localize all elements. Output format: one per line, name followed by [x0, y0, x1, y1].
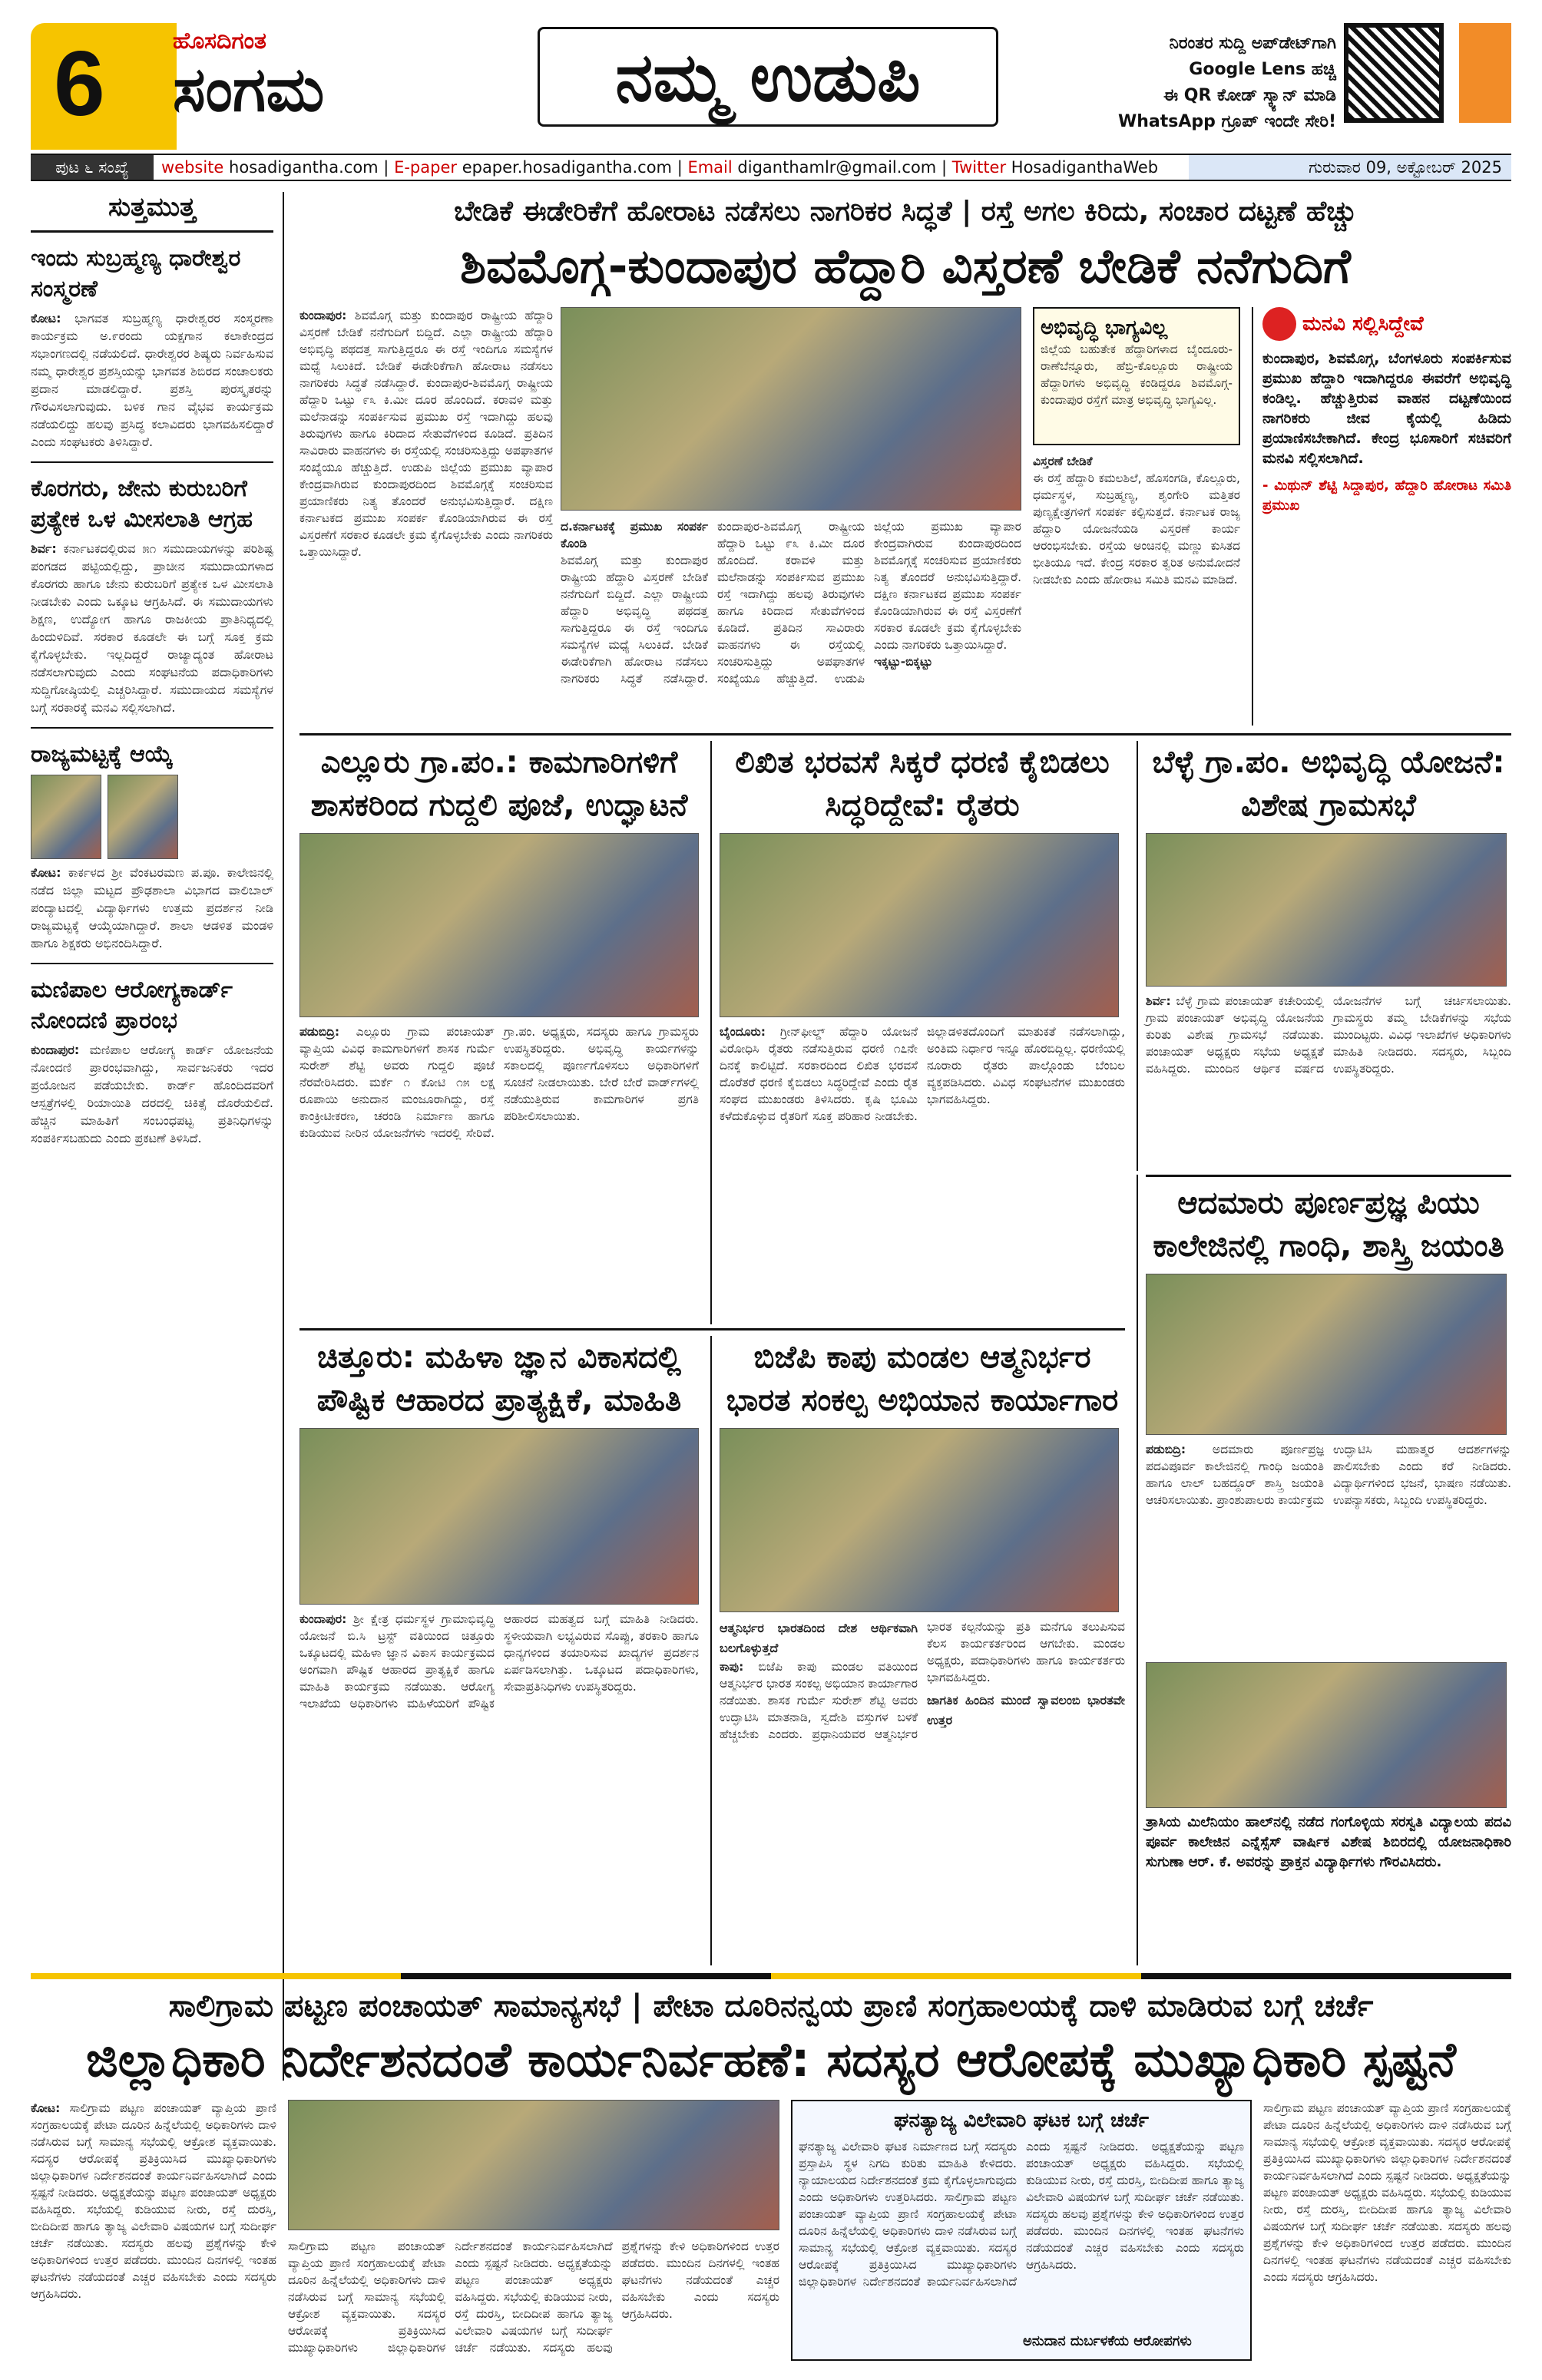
divider [1146, 1175, 1511, 1177]
quote-headline: ಮನವಿ ಸಲ್ಲಿಸಿದ್ದೇವೆ [1302, 312, 1424, 336]
lead-kicker: ಬೇಡಿಕೆ ಈಡೇರಿಕೆಗೆ ಹೋರಾಟ ನಡೆಸಲು ನಾಗರಿಕರ ಸಿದ್ಧತೆ | ರಸ್ತೆ ಅಗಲ ಕಿರಿದು, ಸಂಚಾರ ದಟ್ಟಣೆ ಹೆಚ್ಚು [454, 196, 1357, 227]
dateline: ಕೋಟ: [31, 865, 61, 880]
decorative-bar [1459, 23, 1511, 123]
story-headline: ಇಂದು ಸುಬ್ರಹ್ಮಣ್ಯ ಧಾರೇಶ್ವರ ಸಂಸ್ಮರಣೆ [31, 245, 241, 302]
masthead [31, 23, 1511, 150]
story-body [1146, 1441, 1511, 1656]
divider [299, 1328, 1125, 1330]
story-text: ಅದಮಾರು ಪೂರ್ಣಪ್ರಜ್ಞ ಪದವಿಪೂರ್ವ ಕಾಲೇಜಿನಲ್ಲಿ ಗಾಂಧಿ ಜಯಂತಿ ಹಾಗೂ ಲಾಲ್ ಬಹದ್ದೂರ್ ಶಾಸ್ತ್ರಿ ಜಯಂತಿ ಆಚರಿಸಲಾಯಿತು. ಪ್ರಾಂಶುಪಾಲರು ಕಾರ್ಯಕ್ರಮ ಉದ್ಘಾಟಿಸಿ ಮಹಾತ್ಮರ ಆದರ್ಶಗಳನ್ನು ಪಾಲಿಸಬೇಕು ಎಂದು ಕರೆ ನೀಡಿದರು. ವಿದ್ಯಾರ್ಥಿಗಳಿಂದ ಭಜನೆ, ಭಾಷಣ ನಡೆಯಿತು. ಉಪನ್ಯಾಸಕರು, ಸಿಬ್ಬಂದಿ ಉಪಸ್ಥಿತರಿದ್ದರು. [1146, 1443, 1511, 1507]
lead-body-2 [561, 518, 1021, 726]
website-link[interactable]: hosadigantha.com [229, 158, 379, 177]
lead-text: ಶಿವಮೊಗ್ಗ ಮತ್ತು ಕುಂದಾಪುರ ರಾಷ್ಟ್ರೀಯ ಹೆದ್ದಾರಿ ವಿಸ್ತರಣೆ ಬೇಡಿಕೆ ನನೆಗುದಿಗೆ ಬಿದ್ದಿದೆ. ಎಲ್ಲಾ ರಾಷ್ಟ್ರೀಯ ಹೆದ್ದಾರಿ ಅಭಿವೃದ್ಧಿ ಪಥದತ್ತ ಸಾಗುತ್ತಿದ್ದರೂ ಈ ರಸ್ತೆ ಇಂದಿಗೂ ಸಮಸ್ಯೆಗಳ ಮಧ್ಯೆ ಸಿಲುಕಿದೆ. ಬೇಡಿಕೆ ಈಡೇರಿಕೆಗಾಗಿ ಹೋರಾಟ ನಡೆಸಲು ನಾಗರಿಕರು ಸಿದ್ಧತೆ ನಡೆಸಿದ್ದಾರೆ. ಕುಂದಾಪುರ-ಶಿವಮೊಗ್ಗ ರಾಷ್ಟ್ರೀಯ ಹೆದ್ದಾರಿ ಒಟ್ಟು ೯೩ ಕಿ.ಮೀ ದೂರ ಹೊಂದಿದೆ. ಕರಾವಳಿ ಮತ್ತು ಮಲೆನಾಡನ್ನು ಸಂಪರ್ಕಿಸುವ ಪ್ರಮುಖ ರಸ್ತೆ ಇದಾಗಿದ್ದು ಹಲವು ತಿರುವುಗಳು ಹಾಗೂ ಕಿರಿದಾದ ಸೇತುವೆಗಳಿಂದ ಕೂಡಿದೆ. ಪ್ರತಿದಿನ ಸಾವಿರಾರು ವಾಹನಗಳು ಈ ರಸ್ತೆಯಲ್ಲಿ ಸಂಚರಿಸುತ್ತಿದ್ದು ಅಪಘಾತಗಳ ಸಂಖ್ಯೆಯೂ ಹೆಚ್ಚುತ್ತಿದೆ. ಉಡುಪಿ ಜಿಲ್ಲೆಯ ಪ್ರಮುಖ ವ್ಯಾಪಾರ ಕೇಂದ್ರವಾಗಿರುವ ಕುಂದಾಪುರದಿಂದ ಶಿವಮೊಗ್ಗಕ್ಕೆ ಸಂಚರಿಸುವ ಪ್ರಯಾಣಿಕರು ನಿತ್ಯ ತೊಂದರೆ ಅನುಭವಿಸುತ್ತಿದ್ದಾರೆ. ದಕ್ಷಿಣ ಕರ್ನಾಟಕದ ಪ್ರಮುಖ ಸಂಪರ್ಕ ಕೊಂಡಿಯಾಗಿರುವ ಈ ರಸ್ತೆ ವಿಸ್ತರಣೆಗೆ ಸರಕಾರ ಕೂಡಲೇ ಕ್ರಮ ಕೈಗೊಳ್ಳಬೇಕು ಎಂದು ನಾಗರಿಕರು ಒತ್ತಾಯಿಸಿದ್ದಾರೆ. [561, 520, 1021, 686]
story-text: ಸಾಲಿಗ್ರಾಮ ಪಟ್ಟಣ ಪಂಚಾಯತ್ ವ್ಯಾಪ್ತಿಯ ಪ್ರಾಣಿ ಸಂಗ್ರಹಾಲಯಕ್ಕೆ ಪೇಟಾ ದೂರಿನ ಹಿನ್ನೆಲೆಯಲ್ಲಿ ಅಧಿಕಾರಿಗಳು ದಾಳಿ ನಡೆಸಿರುವ ಬಗ್ಗೆ ಸಾಮಾನ್ಯ ಸಭೆಯಲ್ಲಿ ಆಕ್ರೋಶ ವ್ಯಕ್ತವಾಯಿತು. ಸದಸ್ಯರ ಆರೋಪಕ್ಕೆ ಪ್ರತಿಕ್ರಿಯಿಸಿದ ಮುಖ್ಯಾಧಿಕಾರಿಗಳು ಜಿಲ್ಲಾಧಿಕಾರಿಗಳ ನಿರ್ದೇಶನದಂತೆ ಕಾರ್ಯನಿರ್ವಹಿಸಲಾಗಿದೆ ಎಂದು ಸ್ಪಷ್ಟನೆ ನೀಡಿದರು. ಅಧ್ಯಕ್ಷತೆಯನ್ನು ಪಟ್ಟಣ ಪಂಚಾಯತ್ ಅಧ್ಯಕ್ಷರು ವಹಿಸಿದ್ದರು. ಸಭೆಯಲ್ಲಿ ಕುಡಿಯುವ ನೀರು, ರಸ್ತೆ ದುರಸ್ತಿ, ಬೀದಿದೀಪ ಹಾಗೂ ತ್ಯಾಜ್ಯ ವಿಲೇವಾರಿ ವಿಷಯಗಳ ಬಗ್ಗೆ ಸುದೀರ್ಘ ಚರ್ಚೆ ನಡೆಯಿತು. ಸದಸ್ಯರು ಹಲವು ಪ್ರಶ್ನೆಗಳನ್ನು ಕೇಳಿ ಅಧಿಕಾರಿಗಳಿಂದ ಉತ್ತರ ಪಡೆದರು. ಮುಂದಿನ ದಿನಗಳಲ್ಲಿ ಇಂತಹ ಘಟನೆಗಳು ನಡೆಯದಂತೆ ಎಚ್ಚರ ವಹಿಸಬೇಕು ಎಂದು ಸದಸ್ಯರು ಆಗ್ರಹಿಸಿದರು. [799, 2140, 1244, 2289]
lead-body [299, 307, 553, 726]
story-headline: ಬೆಳ್ಳೆ ಗ್ರಾ.ಪಂ. ಅಭಿವೃದ್ಧಿ ಯೋಜನೆ: ವಿಶೇಷ ಗ್ರಾಮಸಭೆ [1152, 745, 1505, 823]
story-text: ಮಣಿಪಾಲ ಆರೋಗ್ಯ ಕಾರ್ಡ್ ಯೋಜನೆಯ ನೋಂದಣಿ ಪ್ರಾರಂಭವಾಗಿದ್ದು, ಸಾರ್ವಜನಿಕರು ಇದರ ಪ್ರಯೋಜನ ಪಡೆಯಬೇಕು. ಕಾರ್ಡ್ ಹೊಂದಿದವರಿಗೆ ಆಸ್ಪತ್ರೆಗಳಲ್ಲಿ ರಿಯಾಯಿತಿ ದರದಲ್ಲಿ ಚಿಕಿತ್ಸೆ ದೊರೆಯಲಿದೆ. ಹೆಚ್ಚಿನ ಮಾಹಿತಿಗೆ ಸಂಬಂಧಪಟ್ಟ ಪ್ರತಿನಿಧಿಗಳನ್ನು ಸಂಪರ್ಕಿಸಬಹುದು ಎಂದು ಪ್ರಕಟಣೆ ತಿಳಿಸಿದೆ. [31, 1043, 273, 1145]
decorative-stripe [31, 1973, 1511, 1979]
bottom-body-3 [1263, 2100, 1511, 2361]
dateline: ಕಾಪು: [720, 1660, 744, 1674]
story-adamaru [1137, 1175, 1511, 1965]
student-photo [31, 775, 101, 859]
meeting-photo [288, 2100, 779, 2230]
story-headline: ಮಣಿಪಾಲ ಆರೋಗ್ಯಕಾರ್ಡ್ ನೋಂದಣಿ ಪ್ರಾರಂಭ [31, 977, 233, 1034]
quote-credit: - ಮಿಥುನ್ ಶೆಟ್ಟಿ ಸಿದ್ದಾಪುರ, ಹೆದ್ದಾರಿ ಹೋರಾಟ ಸಮಿತಿ ಪ್ರಮುಖ [1262, 478, 1511, 514]
section-title-box [538, 27, 998, 127]
email-link[interactable]: diganthamlr@gmail.com [737, 158, 937, 177]
story-headline: ಎಲ್ಲೂರು ಗ್ರಾ.ಪಂ.: ಕಾಮಗಾರಿಗಳಿಗೆ ಶಾಸಕರಿಂದ ಗುದ್ದಲಿ ಪೂಜೆ, ಉದ್ಘಾಟನೆ [310, 745, 688, 823]
story-text: ಕರ್ನಾಟಕದಲ್ಲಿರುವ ೫೧ ಸಮುದಾಯಗಳನ್ನು ಪರಿಶಿಷ್ಟ ಪಂಗಡದ ಪಟ್ಟಿಯಲ್ಲಿದ್ದು, ಪ್ರಾಚೀನ ಸಮುದಾಯಗಳಾದ ಕೊರಗರು ಹಾಗೂ ಜೇನು ಕುರುಬರಿಗೆ ಪ್ರತ್ಯೇಕ ಒಳ ಮೀಸಲಾತಿ ನೀಡಬೇಕು ಎಂದು ಒಕ್ಕೂಟ ಆಗ್ರಹಿಸಿದೆ. ಈ ಸಮುದಾಯಗಳು ಶಿಕ್ಷಣ, ಉದ್ಯೋಗ ಹಾಗೂ ರಾಜಕೀಯ ಪ್ರಾತಿನಿಧ್ಯದಲ್ಲಿ ಹಿಂದುಳಿದಿವೆ. ಸರಕಾರ ಕೂಡಲೇ ಈ ಬಗ್ಗೆ ಸೂಕ್ತ ಕ್ರಮ ಕೈಗೊಳ್ಳಬೇಕು. ಇಲ್ಲದಿದ್ದರೆ ರಾಜ್ಯಾದ್ಯಂತ ಹೋರಾಟ ನಡೆಸಲಾಗುವುದು ಎಂದು ಸಂಘಟನೆಯ ಪದಾಧಿಕಾರಿಗಳು ಸುದ್ದಿಗೋಷ್ಠಿಯಲ್ಲಿ ಎಚ್ಚರಿಸಿದ್ದಾರೆ. ಸಮುದಾಯದ ಸಮಸ್ಯೆಗಳ ಬಗ್ಗೆ ಸರಕಾರಕ್ಕೆ ಮನವಿ ಸಲ್ಲಿಸಲಾಗಿದೆ. [31, 541, 273, 715]
divider [31, 963, 273, 964]
box-headline: ಅಭಿವೃದ್ಧಿ ಭಾಗ್ಯವಿಲ್ಲ [1041, 316, 1168, 339]
story-chittur [299, 1336, 699, 1965]
page-number-badge [31, 23, 177, 150]
dateline: ಕುಂದಾಪುರ: [31, 1043, 80, 1057]
dateline: ಶಿರ್ವ: [1146, 994, 1171, 1008]
left-column [31, 192, 284, 2081]
box-footer-head: ಅನುದಾನ ದುರ್ಬಳಕೆಯ ಆರೋಪಗಳು [1023, 2333, 1192, 2349]
subhead: ದ.ಕರ್ನಾಟಕಕ್ಕೆ ಪ್ರಮುಖ ಸಂಪರ್ಕ ಕೊಂಡಿ [561, 520, 708, 550]
story-body [1146, 993, 1511, 1077]
story-photo [299, 833, 699, 1017]
lead-headline: ಶಿವಮೊಗ್ಗ-ಕುಂದಾಪುರ ಹೆದ್ದಾರಿ ವಿಸ್ತರಣೆ ಬೇಡಿಕೆ ನನೆಗುದಿಗೆ [460, 238, 1351, 294]
nss-photo [1146, 1662, 1507, 1808]
story-body [720, 1023, 1125, 1125]
box-text-body: ಘನತ್ಯಾಜ್ಯ ವಿಲೇವಾರಿ ಘಟಕ ನಿರ್ಮಾಣದ ಬಗ್ಗೆ ಸದಸ್ಯರು ಪ್ರಸ್ತಾಪಿಸಿ ಸ್ಥಳ ನಿಗದಿ ಕುರಿತು ಮಾಹಿತಿ ಕೇಳಿದರು. ನ್ಯಾಯಾಲಯದ ನಿರ್ದೇಶನದಂತೆ ಕ್ರಮ ಕೈಗೊಳ್ಳಲಾಗುವುದು ಎಂದು ಅಧಿಕಾರಿಗಳು ಉತ್ತರಿಸಿದರು. [799, 2140, 1017, 2204]
dateline: ಕೋಟ: [31, 2101, 61, 2115]
story-photo [299, 1428, 699, 1605]
quote-header [1262, 307, 1511, 341]
qr-promo-line: Google Lens ಹಚ್ಚಿ [1189, 60, 1336, 79]
vodafone-logo-icon [1262, 307, 1296, 341]
story-text: ಸಾಲಿಗ್ರಾಮ ಪಟ್ಟಣ ಪಂಚಾಯತ್ ವ್ಯಾಪ್ತಿಯ ಪ್ರಾಣಿ ಸಂಗ್ರಹಾಲಯಕ್ಕೆ ಪೇಟಾ ದೂರಿನ ಹಿನ್ನೆಲೆಯಲ್ಲಿ ಅಧಿಕಾರಿಗಳು ದಾಳಿ ನಡೆಸಿರುವ ಬಗ್ಗೆ ಸಾಮಾನ್ಯ ಸಭೆಯಲ್ಲಿ ಆಕ್ರೋಶ ವ್ಯಕ್ತವಾಯಿತು. ಸದಸ್ಯರ ಆರೋಪಕ್ಕೆ ಪ್ರತಿಕ್ರಿಯಿಸಿದ ಮುಖ್ಯಾಧಿಕಾರಿಗಳು ಜಿಲ್ಲಾಧಿಕಾರಿಗಳ ನಿರ್ದೇಶನದಂತೆ ಕಾರ್ಯನಿರ್ವಹಿಸಲಾಗಿದೆ ಎಂದು ಸ್ಪಷ್ಟನೆ ನೀಡಿದರು. ಅಧ್ಯಕ್ಷತೆಯನ್ನು ಪಟ್ಟಣ ಪಂಚಾಯತ್ ಅಧ್ಯಕ್ಷರು ವಹಿಸಿದ್ದರು. ಸಭೆಯಲ್ಲಿ ಕುಡಿಯುವ ನೀರು, ರಸ್ತೆ ದುರಸ್ತಿ, ಬೀದಿದೀಪ ಹಾಗೂ ತ್ಯಾಜ್ಯ ವಿಲೇವಾರಿ ವಿಷಯಗಳ ಬಗ್ಗೆ ಸುದೀರ್ಘ ಚರ್ಚೆ ನಡೆಯಿತು. ಸದಸ್ಯರು ಹಲವು ಪ್ರಶ್ನೆಗಳನ್ನು ಕೇಳಿ ಅಧಿಕಾರಿಗಳಿಂದ ಉತ್ತರ ಪಡೆದರು. ಮುಂದಿನ ದಿನಗಳಲ್ಲಿ ಇಂತಹ ಘಟನೆಗಳು ನಡೆಯದಂತೆ ಎಚ್ಚರ ವಹಿಸಬೇಕು ಎಂದು ಸದಸ್ಯರು ಆಗ್ರಹಿಸಿದರು. [288, 2240, 779, 2355]
section-title: ನಮ್ಮ ಉಡುಪಿ [615, 38, 921, 117]
divider [31, 727, 273, 729]
story-headline: ಚಿತ್ತೂರು: ಮಹಿಳಾ ಜ್ಞಾನ ವಿಕಾಸದಲ್ಲಿ ಪೌಷ್ಟಿಕ ಆಹಾರದ ಪ್ರಾತ್ಯಕ್ಷಿಕೆ, ಮಾಹಿತಿ [316, 1340, 682, 1418]
dateline: ಬೈಂದೂರು: [720, 1025, 766, 1039]
website-key: website [161, 158, 224, 177]
lead-text: ಶಿವಮೊಗ್ಗ ಮತ್ತು ಕುಂದಾಪುರ ರಾಷ್ಟ್ರೀಯ ಹೆದ್ದಾರಿ ವಿಸ್ತರಣೆ ಬೇಡಿಕೆ ನನೆಗುದಿಗೆ ಬಿದ್ದಿದೆ. ಎಲ್ಲಾ ರಾಷ್ಟ್ರೀಯ ಹೆದ್ದಾರಿ ಅಭಿವೃದ್ಧಿ ಪಥದತ್ತ ಸಾಗುತ್ತಿದ್ದರೂ ಈ ರಸ್ತೆ ಇಂದಿಗೂ ಸಮಸ್ಯೆಗಳ ಮಧ್ಯೆ ಸಿಲುಕಿದೆ. ಬೇಡಿಕೆ ಈಡೇರಿಕೆಗಾಗಿ ಹೋರಾಟ ನಡೆಸಲು ನಾಗರಿಕರು ಸಿದ್ಧತೆ ನಡೆಸಿದ್ದಾರೆ. ಕುಂದಾಪುರ-ಶಿವಮೊಗ್ಗ ರಾಷ್ಟ್ರೀಯ ಹೆದ್ದಾರಿ ಒಟ್ಟು ೯೩ ಕಿ.ಮೀ ದೂರ ಹೊಂದಿದೆ. ಕರಾವಳಿ ಮತ್ತು ಮಲೆನಾಡನ್ನು ಸಂಪರ್ಕಿಸುವ ಪ್ರಮುಖ ರಸ್ತೆ ಇದಾಗಿದ್ದು ಹಲವು ತಿರುವುಗಳು ಹಾಗೂ ಕಿರಿದಾದ ಸೇತುವೆಗಳಿಂದ ಕೂಡಿದೆ. ಪ್ರತಿದಿನ ಸಾವಿರಾರು ವಾಹನಗಳು ಈ ರಸ್ತೆಯಲ್ಲಿ ಸಂಚರಿಸುತ್ತಿದ್ದು ಅಪಘಾತಗಳ ಸಂಖ್ಯೆಯೂ ಹೆಚ್ಚುತ್ತಿದೆ. ಉಡುಪಿ ಜಿಲ್ಲೆಯ ಪ್ರಮುಖ ವ್ಯಾಪಾರ ಕೇಂದ್ರವಾಗಿರುವ ಕುಂದಾಪುರದಿಂದ ಶಿವಮೊಗ್ಗಕ್ಕೆ ಸಂಚರಿಸುವ ಪ್ರಯಾಣಿಕರು ನಿತ್ಯ ತೊಂದರೆ ಅನುಭವಿಸುತ್ತಿದ್ದಾರೆ. ದಕ್ಷಿಣ ಕರ್ನಾಟಕದ ಪ್ರಮುಖ ಸಂಪರ್ಕ ಕೊಂಡಿಯಾಗಿರುವ ಈ ರಸ್ತೆ ವಿಸ್ತರಣೆಗೆ ಸರಕಾರ ಕೂಡಲೇ ಕ್ರಮ ಕೈಗೊಳ್ಳಬೇಕು ಎಂದು ನಾಗರಿಕರು ಒತ್ತಾಯಿಸಿದ್ದಾರೆ. [299, 309, 553, 559]
story-belle [1137, 741, 1511, 1171]
dateline: ಪಡುಬಿದ್ರಿ: [299, 1025, 340, 1039]
bottom-story [31, 1985, 1511, 2368]
bottom-headline: ಜಿಲ್ಲಾಧಿಕಾರಿ ನಿರ್ದೇಶನದಂತೆ ಕಾರ್ಯನಿರ್ವಹಣೆ: ಸದಸ್ಯರ ಆರೋಪಕ್ಕೆ ಮುಖ್ಯಾಧಿಕಾರಿ ಸ್ಪಷ್ಟನೆ [85, 2031, 1457, 2087]
photo-caption: ತ್ರಾಸಿಯ ಮಿಲೆನಿಯಂ ಹಾಲ್‌ನಲ್ಲಿ ನಡೆದ ಗಂಗೊಳ್ಳಿಯ ಸರಸ್ವತಿ ವಿದ್ಯಾಲಯ ಪದವಿ ಪೂರ್ವ ಕಾಲೇಜಿನ ಎನ್ನೆಸ್ಸೆಸ್ ವಾರ್ಷಿಕ ವಿಶೇಷ ಶಿಬಿರದಲ್ಲಿ ಯೋಜನಾಧಿಕಾರಿ ಸುಗುಣಾ ಆರ್. ಕೆ. ಅವರನ್ನು ಪ್ರಾಕ್ತನ ವಿದ್ಯಾರ್ಥಿಗಳು ಗೌರವಿಸಿದರು. [1146, 1814, 1511, 1870]
qr-promo-text [1029, 31, 1336, 135]
dateline: ಶಿರ್ವ: [31, 541, 57, 556]
contact-links: website hosadigantha.com | E-paper epaper.hosadigantha.com | Email diganthamlr@gmail.com | Twitter HosadiganthaWeb [161, 158, 1159, 177]
story-text: ಎಲ್ಲೂರು ಗ್ರಾಮ ಪಂಚಾಯತ್ ವ್ಯಾಪ್ತಿಯ ವಿವಿಧ ಕಾಮಗಾರಿಗಳಿಗೆ ಶಾಸಕ ಗುರ್ಮೆ ಸುರೇಶ್ ಶೆಟ್ಟಿ ಅವರು ಗುದ್ದಲಿ ಪೂಜೆ ನೆರವೇರಿಸಿದರು. ಮರ್ಕೆ ೧ ಕೋಟಿ ೧೫ ಲಕ್ಷ ರೂಪಾಯಿ ಅನುದಾನ ಮಂಜೂರಾಗಿದ್ದು, ರಸ್ತೆ ಕಾಂಕ್ರೀಟೀಕರಣ, ಚರಂಡಿ ನಿರ್ಮಾಣ ಹಾಗೂ ಕುಡಿಯುವ ನೀರಿನ ಯೋಜನೆಗಳು ಇದರಲ್ಲಿ ಸೇರಿವೆ. ಗ್ರಾ.ಪಂ. ಅಧ್ಯಕ್ಷರು, ಸದಸ್ಯರು ಹಾಗೂ ಗ್ರಾಮಸ್ಥರು ಉಪಸ್ಥಿತರಿದ್ದರು. ಅಭಿವೃದ್ಧಿ ಕಾರ್ಯಗಳನ್ನು ಸಕಾಲದಲ್ಲಿ ಪೂರ್ಣಗೊಳಿಸಲು ಅಧಿಕಾರಿಗಳಿಗೆ ಸೂಚನೆ ನೀಡಲಾಯಿತು. ಬೇರೆ ಬೇರೆ ವಾರ್ಡ್‌ಗಳಲ್ಲಿ ನಡೆಯುತ್ತಿರುವ ಕಾಮಗಾರಿಗಳ ಪ್ರಗತಿ ಪರಿಶೀಲಿಸಲಾಯಿತು. [299, 1025, 699, 1140]
dateline: ಪಡುಬಿದ್ರಿ: [1146, 1443, 1186, 1456]
story-body [299, 1611, 699, 1712]
story-body [299, 1023, 699, 1142]
story-headline: ಬಿಜೆಪಿ ಕಾಪು ಮಂಡಲ ಆತ್ಮನಿರ್ಭರ ಭಾರತ ಸಂಕಲ್ಪ ಅಭಿಯಾನ ಕಾರ್ಯಾಗಾರ [726, 1340, 1119, 1418]
brand-name: ಸಂಗಮ [173, 54, 325, 125]
student-photo [108, 775, 178, 859]
lead-text-2: ಈ ರಸ್ತೆ ಹೆದ್ದಾರಿ ಕಮಲಶಿಲೆ, ಹೊಸಂಗಡಿ, ಕೊಲ್ಲೂರು, ಧರ್ಮಸ್ಥಳ, ಸುಬ್ರಹ್ಮಣ್ಯ, ಶೃಂಗೇರಿ ಮತ್ತಿತರ ಪುಣ್ಯಕ್ಷೇತ್ರಗಳಿಗೆ ಸಂಪರ್ಕ ಕಲ್ಪಿಸುತ್ತದೆ. ಕರ್ನಾಟಕ ರಾಜ್ಯ ಹೆದ್ದಾರಿ ಯೋಜನೆಯಡಿ ವಿಸ್ತರಣೆ ಕಾರ್ಯ ಆರಂಭಿಸಬೇಕು. ರಸ್ತೆಯ ಅಂಚಿನಲ್ಲಿ ಮಣ್ಣು ಕುಸಿತದ ಭೀತಿಯೂ ಇದೆ. ಕೇಂದ್ರ ಸರಕಾರ ತ್ವರಿತ ಅನುಮೋದನೆ ನೀಡಬೇಕು ಎಂದು ಹೋರಾಟ ಸಮಿತಿ ಮನವಿ ಮಾಡಿದೆ. [1033, 471, 1240, 587]
bottom-body-2 [288, 2238, 779, 2361]
quote-text: ಕುಂದಾಪುರ, ಶಿವಮೊಗ್ಗ, ಬೆಂಗಳೂರು ಸಂಪರ್ಕಿಸುವ ಪ್ರಮುಖ ಹೆದ್ದಾರಿ ಇದಾಗಿದ್ದರೂ ಈವರೆಗೆ ಅಭಿವೃದ್ಧಿ ಕಂಡಿಲ್ಲ. ಹೆಚ್ಚುತ್ತಿರುವ ವಾಹನ ದಟ್ಟಣೆಯಿಂದ ನಾಗರಿಕರು ಜೀವ ಕೈಯಲ್ಲಿ ಹಿಡಿದು ಪ್ರಯಾಣಿಸಬೇಕಾಗಿದೆ. ಕೇಂದ್ರ ಭೂಸಾರಿಗೆ ಸಚಿವರಿಗೆ ಮನವಿ ಸಲ್ಲಿಸಲಾಗಿದೆ. [1262, 350, 1511, 467]
story-body [31, 864, 273, 952]
epaper-link[interactable]: epaper.hosadigantha.com [462, 158, 673, 177]
box-headline: ಘನತ್ಯಾಜ್ಯ ವಿಲೇವಾರಿ ಘಟಕ ಬಗ್ಗೆ ಚರ್ಚೆ [894, 2109, 1149, 2132]
story-headline: ಲಿಖಿತ ಭರವಸೆ ಸಿಕ್ಕರೆ ಧರಣಿ ಕೈಬಿಡಲು ಸಿದ್ಧರಿದ್ದೇವೆ: ರೈತರು [735, 745, 1110, 823]
twitter-link[interactable]: HosadiganthaWeb [1011, 158, 1159, 177]
story-photo [720, 833, 1119, 1017]
lead-photo [561, 307, 1021, 511]
qr-code-icon[interactable] [1344, 23, 1444, 123]
story-photo [720, 1428, 1119, 1612]
story-text: ಭಾಗವತ ಸುಬ್ರಹ್ಮಣ್ಯ ಧಾರೇಶ್ವರರ ಸಂಸ್ಮರಣಾ ಕಾರ್ಯಕ್ರಮ ಅ.೯ರಂದು ಯಕ್ಷಗಾನ ಕಲಾಕೇಂದ್ರದ ಸಭಾಂಗಣದಲ್ಲಿ ನಡೆಯಲಿದೆ. ಧಾರೇಶ್ವರರ ಶಿಷ್ಯರು ನಿರ್ವಹಿಸುವ ನಮ್ಮ ಧಾರೇಶ್ವರ ಪ್ರಶಸ್ತಿಯನ್ನು ಭಾಗವತ ಶಿಬಿರದ ಸಂಚಾಲಕರು ಪ್ರದಾನ ಮಾಡಲಿದ್ದಾರೆ. ಪ್ರಶಸ್ತಿ ಪುರಸ್ಕೃತರನ್ನು ಗೌರವಿಸಲಾಗುವುದು. ಬಳಿಕ ಗಾನ ವೈಭವ ಕಾರ್ಯಕ್ರಮ ನಡೆಯಲಿದ್ದು ಹಲವು ಪ್ರಸಿದ್ಧ ಕಲಾವಿದರು ಭಾಗವಹಿಸಲಿದ್ದಾರೆ ಎಂದು ಸಂಘಟಕರು ತಿಳಿಸಿದ್ದಾರೆ. [31, 311, 273, 449]
issue-date: ಗುರುವಾರ 09, ಅಕ್ಟೋಬರ್ 2025 [1189, 155, 1511, 180]
story-photo [1146, 833, 1507, 987]
story-bjp [710, 1336, 1125, 1965]
pull-quote: ಜಾಗತಿಕ ಹಿಂದಿನ ಮುಂದೆ ಸ್ವಾವಲಂಬಿ ಭಾರತವೇ ಉತ್ತರ [927, 1693, 1125, 1727]
waste-box [791, 2100, 1252, 2361]
divider [31, 461, 273, 463]
story-body [31, 1041, 273, 1147]
page-label: ಪುಟ ೬ ಸಂಖ್ಯೆ [31, 155, 154, 180]
bottom-body [31, 2100, 276, 2361]
qr-promo-line: ನಿರಂತರ ಸುದ್ದಿ ಅಪ್‌ಡೇಟ್‌ಗಾಗಿ [1169, 34, 1336, 53]
box-text: ಜಿಲ್ಲೆಯ ಬಹುತೇಕ ಹೆದ್ದಾರಿಗಳಾದ ಬೈಂದೂರು-ರಾಣೆಬೆನ್ನೂರು, ಹೆಬ್ರಿ-ಕೊಲ್ಲೂರು ರಾಷ್ಟ್ರೀಯ ಹೆದ್ದಾರಿಗಳು ಅಭಿವೃದ್ಧಿ ಕಂಡಿದ್ದರೂ ಶಿವಮೊಗ್ಗ-ಕುಂದಾಪುರ ರಸ್ತೆಗೆ ಮಾತ್ರ ಅಭಿವೃದ್ಧಿ ಭಾಗ್ಯವಿಲ್ಲ. [1041, 342, 1233, 407]
quote-box [1252, 307, 1511, 726]
qr-promo-line: ಈ QR ಕೋಡ್ ಸ್ಕ್ಯಾನ್ ಮಾಡಿ [1163, 86, 1336, 105]
story-text: ಸಾಲಿಗ್ರಾಮ ಪಟ್ಟಣ ಪಂಚಾಯತ್ ವ್ಯಾಪ್ತಿಯ ಪ್ರಾಣಿ ಸಂಗ್ರಹಾಲಯಕ್ಕೆ ಪೇಟಾ ದೂರಿನ ಹಿನ್ನೆಲೆಯಲ್ಲಿ ಅಧಿಕಾರಿಗಳು ದಾಳಿ ನಡೆಸಿರುವ ಬಗ್ಗೆ ಸಾಮಾನ್ಯ ಸಭೆಯಲ್ಲಿ ಆಕ್ರೋಶ ವ್ಯಕ್ತವಾಯಿತು. ಸದಸ್ಯರ ಆರೋಪಕ್ಕೆ ಪ್ರತಿಕ್ರಿಯಿಸಿದ ಮುಖ್ಯಾಧಿಕಾರಿಗಳು ಜಿಲ್ಲಾಧಿಕಾರಿಗಳ ನಿರ್ದೇಶನದಂತೆ ಕಾರ್ಯನಿರ್ವಹಿಸಲಾಗಿದೆ ಎಂದು ಸ್ಪಷ್ಟನೆ ನೀಡಿದರು. ಅಧ್ಯಕ್ಷತೆಯನ್ನು ಪಟ್ಟಣ ಪಂಚಾಯತ್ ಅಧ್ಯಕ್ಷರು ವಹಿಸಿದ್ದರು. ಸಭೆಯಲ್ಲಿ ಕುಡಿಯುವ ನೀರು, ರಸ್ತೆ ದುರಸ್ತಿ, ಬೀದಿದೀಪ ಹಾಗೂ ತ್ಯಾಜ್ಯ ವಿಲೇವಾರಿ ವಿಷಯಗಳ ಬಗ್ಗೆ ಸುದೀರ್ಘ ಚರ್ಚೆ ನಡೆಯಿತು. ಸದಸ್ಯರು ಹಲವು ಪ್ರಶ್ನೆಗಳನ್ನು ಕೇಳಿ ಅಧಿಕಾರಿಗಳಿಂದ ಉತ್ತರ ಪಡೆದರು. ಮುಂದಿನ ದಿನಗಳಲ್ಲಿ ಇಂತಹ ಘಟನೆಗಳು ನಡೆಯದಂತೆ ಎಚ್ಚರ ವಹಿಸಬೇಕು ಎಂದು ಸದಸ್ಯರು ಆಗ್ರಹಿಸಿದರು. [1263, 2101, 1511, 2284]
story-body [720, 1618, 1125, 1743]
story-text: ಬಿಜೆಪಿ ಕಾಪು ಮಂಡಲ ವತಿಯಿಂದ ಆತ್ಮನಿರ್ಭರ ಭಾರತ ಸಂಕಲ್ಪ ಅಭಿಯಾನ ಕಾರ್ಯಾಗಾರ ನಡೆಯಿತು. ಶಾಸಕ ಗುರ್ಮೆ ಸುರೇಶ್ ಶೆಟ್ಟಿ ಅವರು ಉದ್ಘಾಟಿಸಿ ಮಾತನಾಡಿ, ಸ್ವದೇಶಿ ವಸ್ತುಗಳ ಬಳಕೆ ಹೆಚ್ಚಬೇಕು ಎಂದರು. ಪ್ರಧಾನಿಯವರ ಆತ್ಮನಿರ್ಭರ ಭಾರತ ಕಲ್ಪನೆಯನ್ನು ಪ್ರತಿ ಮನೆಗೂ ತಲುಪಿಸುವ ಕೆಲಸ ಕಾರ್ಯಕರ್ತರಿಂದ ಆಗಬೇಕು. ಮಂಡಲ ಅಧ್ಯಕ್ಷರು, ಪದಾಧಿಕಾರಿಗಳು ಹಾಗೂ ಕಾರ್ಯಕರ್ತರು ಭಾಗವಹಿಸಿದ್ದರು. [720, 1620, 1125, 1741]
divider [299, 733, 1511, 735]
box-text [799, 2138, 1244, 2290]
story-farmers [710, 741, 1125, 1324]
story-block [31, 775, 273, 859]
info-box [1033, 307, 1240, 445]
story-headline: ರಾಜ್ಯಮಟ್ಟಕ್ಕೆ ಆಯ್ಕೆ [31, 741, 174, 768]
qr-promo-line: WhatsApp ಗ್ರೂಪ್ ಇಂದೇ ಸೇರಿ! [1117, 112, 1336, 131]
lead-story [299, 192, 1511, 729]
story-elluru [299, 741, 699, 1324]
story-body [31, 309, 273, 451]
story-headline: ಆದಮಾರು ಪೂರ್ಣಪ್ರಜ್ಞ ಪಿಯು ಕಾಲೇಜಿನಲ್ಲಿ ಗಾಂಧಿ, ಶಾಸ್ತ್ರಿ ಜಯಂತಿ [1153, 1185, 1504, 1264]
bottom-kicker: ಸಾಲಿಗ್ರಾಮ ಪಟ್ಟಣ ಪಂಚಾಯತ್ ಸಾಮಾನ್ಯಸಭೆ | ಪೇಟಾ ದೂರಿನನ್ವಯ ಪ್ರಾಣಿ ಸಂಗ್ರಹಾಲಯಕ್ಕೆ ದಾಳಿ ಮಾಡಿರುವ ಬಗ್ಗೆ ಚರ್ಚೆ [168, 1988, 1374, 2024]
dateline: ಕುಂದಾಪುರ: [299, 309, 347, 322]
twitter-key: Twitter [951, 158, 1007, 177]
subhead: ವಿಸ್ತರಣೆ ಬೇಡಿಕೆ [1033, 455, 1093, 468]
page-number: 6 [54, 32, 105, 135]
story-photo [1146, 1274, 1507, 1435]
epaper-key: E-paper [394, 158, 457, 177]
subhead: ಇಕ್ಕಟ್ಟು-ಬಿಕ್ಕಟ್ಟು [874, 655, 933, 669]
story-headline: ಕೊರಗರು, ಜೇನು ಕುರುಬರಿಗೆ ಪ್ರತ್ಯೇಕ ಒಳ ಮೀಸಲಾತಿ ಆಗ್ರಹ [31, 475, 253, 533]
story-body [31, 540, 273, 716]
lead-body-3 [1033, 453, 1240, 726]
story-text: ಗ್ರೀನ್‌ಫೀಲ್ಡ್ ಹೆದ್ದಾರಿ ಯೋಜನೆ ವಿರೋಧಿಸಿ ರೈತರು ನಡೆಸುತ್ತಿರುವ ಧರಣಿ ೧೭ನೇ ದಿನಕ್ಕೆ ಕಾಲಿಟ್ಟಿದೆ. ಸರಕಾರದಿಂದ ಲಿಖಿತ ಭರವಸೆ ದೊರೆತರೆ ಧರಣಿ ಕೈಬಿಡಲು ಸಿದ್ಧರಿದ್ದೇವೆ ಎಂದು ರೈತ ಸಂಘದ ಮುಖಂಡರು ತಿಳಿಸಿದರು. ಕೃಷಿ ಭೂಮಿ ಕಳೆದುಕೊಳ್ಳುವ ರೈತರಿಗೆ ಸೂಕ್ತ ಪರಿಹಾರ ನೀಡಬೇಕು. ಜಿಲ್ಲಾಡಳಿತದೊಂದಿಗೆ ಮಾತುಕತೆ ನಡೆಸಲಾಗಿದ್ದು, ಅಂತಿಮ ನಿರ್ಧಾರ ಇನ್ನೂ ಹೊರಬಿದ್ದಿಲ್ಲ. ಧರಣಿಯಲ್ಲಿ ನೂರಾರು ರೈತರು ಪಾಲ್ಗೊಂಡು ಬೆಂಬಲ ವ್ಯಕ್ತಪಡಿಸಿದರು. ವಿವಿಧ ಸಂಘಟನೆಗಳ ಮುಖಂಡರು ಭಾಗವಹಿಸಿದ್ದರು. [720, 1025, 1125, 1123]
column-title: ಸುತ್ತಮುತ್ತ [31, 192, 273, 233]
info-bar [31, 154, 1511, 181]
story-text: ಶ್ರೀ ಕ್ಷೇತ್ರ ಧರ್ಮಸ್ಥಳ ಗ್ರಾಮಾಭಿವೃದ್ಧಿ ಯೋಜನೆ ಬಿ.ಸಿ ಟ್ರಸ್ಟ್ ವತಿಯಿಂದ ಚಿತ್ತೂರು ಒಕ್ಕೂಟದಲ್ಲಿ ಮಹಿಳಾ ಜ್ಞಾನ ವಿಕಾಸ ಕಾರ್ಯಕ್ರಮದ ಅಂಗವಾಗಿ ಪೌಷ್ಟಿಕ ಆಹಾರದ ಪ್ರಾತ್ಯಕ್ಷಿಕೆ ಹಾಗೂ ಮಾಹಿತಿ ಕಾರ್ಯಕ್ರಮ ನಡೆಯಿತು. ಆರೋಗ್ಯ ಇಲಾಖೆಯ ಅಧಿಕಾರಿಗಳು ಮಹಿಳೆಯರಿಗೆ ಪೌಷ್ಟಿಕ ಆಹಾರದ ಮಹತ್ವದ ಬಗ್ಗೆ ಮಾಹಿತಿ ನೀಡಿದರು. ಸ್ಥಳೀಯವಾಗಿ ಲಭ್ಯವಿರುವ ಸೊಪ್ಪು, ತರಕಾರಿ ಹಾಗೂ ಧಾನ್ಯಗಳಿಂದ ತಯಾರಿಸುವ ಖಾದ್ಯಗಳ ಪ್ರದರ್ಶನ ಏರ್ಪಡಿಸಲಾಗಿತ್ತು. ಒಕ್ಕೂಟದ ಪದಾಧಿಕಾರಿಗಳು, ಸೇವಾಪ್ರತಿನಿಧಿಗಳು ಉಪಸ್ಥಿತರಿದ್ದರು. [299, 1612, 699, 1711]
story-text: ಕಾರ್ಕಳದ ಶ್ರೀ ವೆಂಕಟರಮಣ ಪ.ಪೂ. ಕಾಲೇಜಿನಲ್ಲಿ ನಡೆದ ಜಿಲ್ಲಾ ಮಟ್ಟದ ಪ್ರೌಢಶಾಲಾ ವಿಭಾಗದ ವಾಲಿಬಾಲ್ ಪಂದ್ಯಾಟದಲ್ಲಿ ವಿದ್ಯಾರ್ಥಿಗಳು ಉತ್ತಮ ಪ್ರದರ್ಶನ ನೀಡಿ ರಾಜ್ಯಮಟ್ಟಕ್ಕೆ ಆಯ್ಕೆಯಾಗಿದ್ದಾರೆ. ಶಾಲಾ ಆಡಳಿತ ಮಂಡಳಿ ಹಾಗೂ ಶಿಕ್ಷಕರು ಅಭಿನಂದಿಸಿದ್ದಾರೆ. [31, 865, 274, 950]
pull-quote: ಆತ್ಮನಿರ್ಭರ ಭಾರತದಿಂದ ದೇಶ ಆರ್ಥಿಕವಾಗಿ ಬಲಗೊಳ್ಳುತ್ತದೆ [720, 1621, 918, 1655]
brand-name-small: ಹೊಸದಿಗಂತ [173, 28, 266, 55]
dateline: ಕುಂದಾಪುರ: [299, 1612, 347, 1626]
story-text: ಸಾಲಿಗ್ರಾಮ ಪಟ್ಟಣ ಪಂಚಾಯತ್ ವ್ಯಾಪ್ತಿಯ ಪ್ರಾಣಿ ಸಂಗ್ರಹಾಲಯಕ್ಕೆ ಪೇಟಾ ದೂರಿನ ಹಿನ್ನೆಲೆಯಲ್ಲಿ ಅಧಿಕಾರಿಗಳು ದಾಳಿ ನಡೆಸಿರುವ ಬಗ್ಗೆ ಸಾಮಾನ್ಯ ಸಭೆಯಲ್ಲಿ ಆಕ್ರೋಶ ವ್ಯಕ್ತವಾಯಿತು. ಸದಸ್ಯರ ಆರೋಪಕ್ಕೆ ಪ್ರತಿಕ್ರಿಯಿಸಿದ ಮುಖ್ಯಾಧಿಕಾರಿಗಳು ಜಿಲ್ಲಾಧಿಕಾರಿಗಳ ನಿರ್ದೇಶನದಂತೆ ಕಾರ್ಯನಿರ್ವಹಿಸಲಾಗಿದೆ ಎಂದು ಸ್ಪಷ್ಟನೆ ನೀಡಿದರು. ಅಧ್ಯಕ್ಷತೆಯನ್ನು ಪಟ್ಟಣ ಪಂಚಾಯತ್ ಅಧ್ಯಕ್ಷರು ವಹಿಸಿದ್ದರು. ಸಭೆಯಲ್ಲಿ ಕುಡಿಯುವ ನೀರು, ರಸ್ತೆ ದುರಸ್ತಿ, ಬೀದಿದೀಪ ಹಾಗೂ ತ್ಯಾಜ್ಯ ವಿಲೇವಾರಿ ವಿಷಯಗಳ ಬಗ್ಗೆ ಸುದೀರ್ಘ ಚರ್ಚೆ ನಡೆಯಿತು. ಸದಸ್ಯರು ಹಲವು ಪ್ರಶ್ನೆಗಳನ್ನು ಕೇಳಿ ಅಧಿಕಾರಿಗಳಿಂದ ಉತ್ತರ ಪಡೆದರು. ಮುಂದಿನ ದಿನಗಳಲ್ಲಿ ಇಂತಹ ಘಟನೆಗಳು ನಡೆಯದಂತೆ ಎಚ್ಚರ ವಹಿಸಬೇಕು ಎಂದು ಸದಸ್ಯರು ಆಗ್ರಹಿಸಿದರು. [31, 2101, 276, 2301]
dateline: ಕೋಟ: [31, 311, 61, 326]
story-text: ಬೆಳ್ಳೆ ಗ್ರಾಮ ಪಂಚಾಯತ್ ಕಚೇರಿಯಲ್ಲಿ ಗ್ರಾಮ ಪಂಚಾಯತ್ ಅಭಿವೃದ್ಧಿ ಯೋಜನೆಯ ಕುರಿತು ವಿಶೇಷ ಗ್ರಾಮಸಭೆ ನಡೆಯಿತು. ಪಂಚಾಯತ್ ಅಧ್ಯಕ್ಷರು ಸಭೆಯ ಅಧ್ಯಕ್ಷತೆ ವಹಿಸಿದ್ದರು. ಮುಂದಿನ ಆರ್ಥಿಕ ವರ್ಷದ ಯೋಜನೆಗಳ ಬಗ್ಗೆ ಚರ್ಚಿಸಲಾಯಿತು. ಗ್ರಾಮಸ್ಥರು ತಮ್ಮ ಬೇಡಿಕೆಗಳನ್ನು ಸಭೆಯ ಮುಂದಿಟ್ಟರು. ವಿವಿಧ ಇಲಾಖೆಗಳ ಅಧಿಕಾರಿಗಳು ಮಾಹಿತಿ ನೀಡಿದರು. ಸದಸ್ಯರು, ಸಿಬ್ಬಂದಿ ಉಪಸ್ಥಿತರಿದ್ದರು. [1146, 994, 1511, 1076]
email-key: Email [687, 158, 733, 177]
